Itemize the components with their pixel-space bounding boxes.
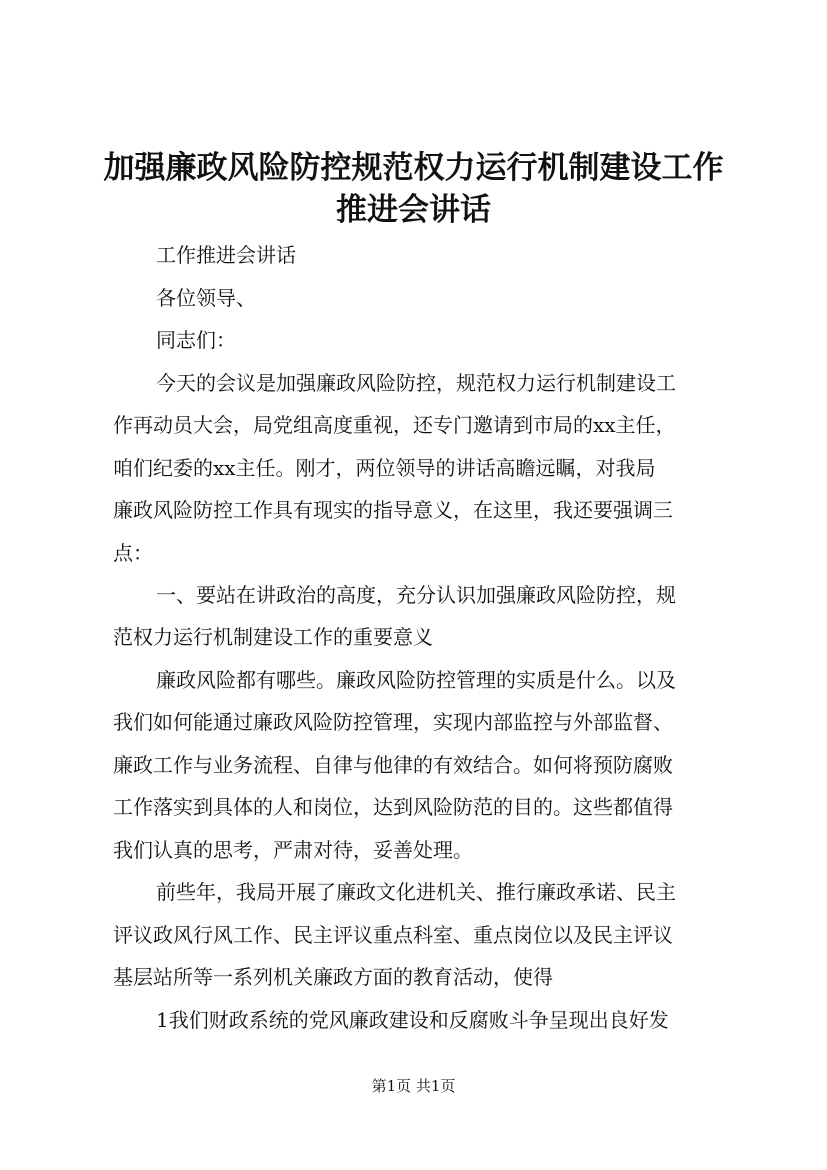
body-text-line: 工作落实到具体的人和岗位，达到风险防范的目的。这些都值得: [113, 795, 673, 819]
document-title-line-2: 推进会讲话: [336, 192, 491, 228]
section-heading-line: 范权力运行机制建设工作的重要意义: [113, 625, 433, 649]
body-text-line: 前些年，我局开展了廉政文化进机关、推行廉政承诺、民主: [156, 880, 676, 904]
body-text-line: 1我们财政系统的党风廉政建设和反腐败斗争呈现出良好发: [156, 1008, 669, 1032]
body-text-line: 廉政风险防控工作具有现实的指导意义，在这里，我还要强调三: [113, 498, 673, 522]
body-text-line: 基层站所等一系列机关廉政方面的教育活动，使得: [113, 965, 553, 989]
body-text-line: 廉政工作与业务流程、自律与他律的有效结合。如何将预防腐败: [113, 753, 673, 777]
body-text-line: 我们如何能通过廉政风险防控管理，实现内部监控与外部监督、: [113, 710, 673, 734]
subtitle-line: 工作推进会讲话: [156, 243, 296, 267]
body-text-line: 咱们纪委的xx主任。刚才，两位领导的讲话高瞻远瞩，对我局: [113, 456, 656, 480]
salutation-line-1: 各位领导、: [156, 286, 256, 310]
section-heading-line: 一、要站在讲政治的高度，充分认识加强廉政风险防控，规: [156, 583, 676, 607]
salutation-line-2: 同志们：: [156, 328, 236, 352]
document-title-line-1: 加强廉政风险防控规范权力运行机制建设工作: [103, 150, 724, 186]
body-text-line: 评议政风行风工作、民主评议重点科室、重点岗位以及民主评议: [113, 923, 673, 947]
page-number-footer: 第1页 共1页: [371, 1077, 456, 1095]
body-text-line: 廉政风险都有哪些。廉政风险防控管理的实质是什么。以及: [156, 668, 676, 692]
body-text-line: 点：: [113, 541, 153, 565]
body-text-line: 今天的会议是加强廉政风险防控，规范权力运行机制建设工: [156, 371, 676, 395]
body-text-line: 我们认真的思考，严肃对待，妥善处理。: [113, 838, 473, 862]
body-text-line: 作再动员大会，局党组高度重视，还专门邀请到市局的xx主任，: [113, 413, 676, 437]
